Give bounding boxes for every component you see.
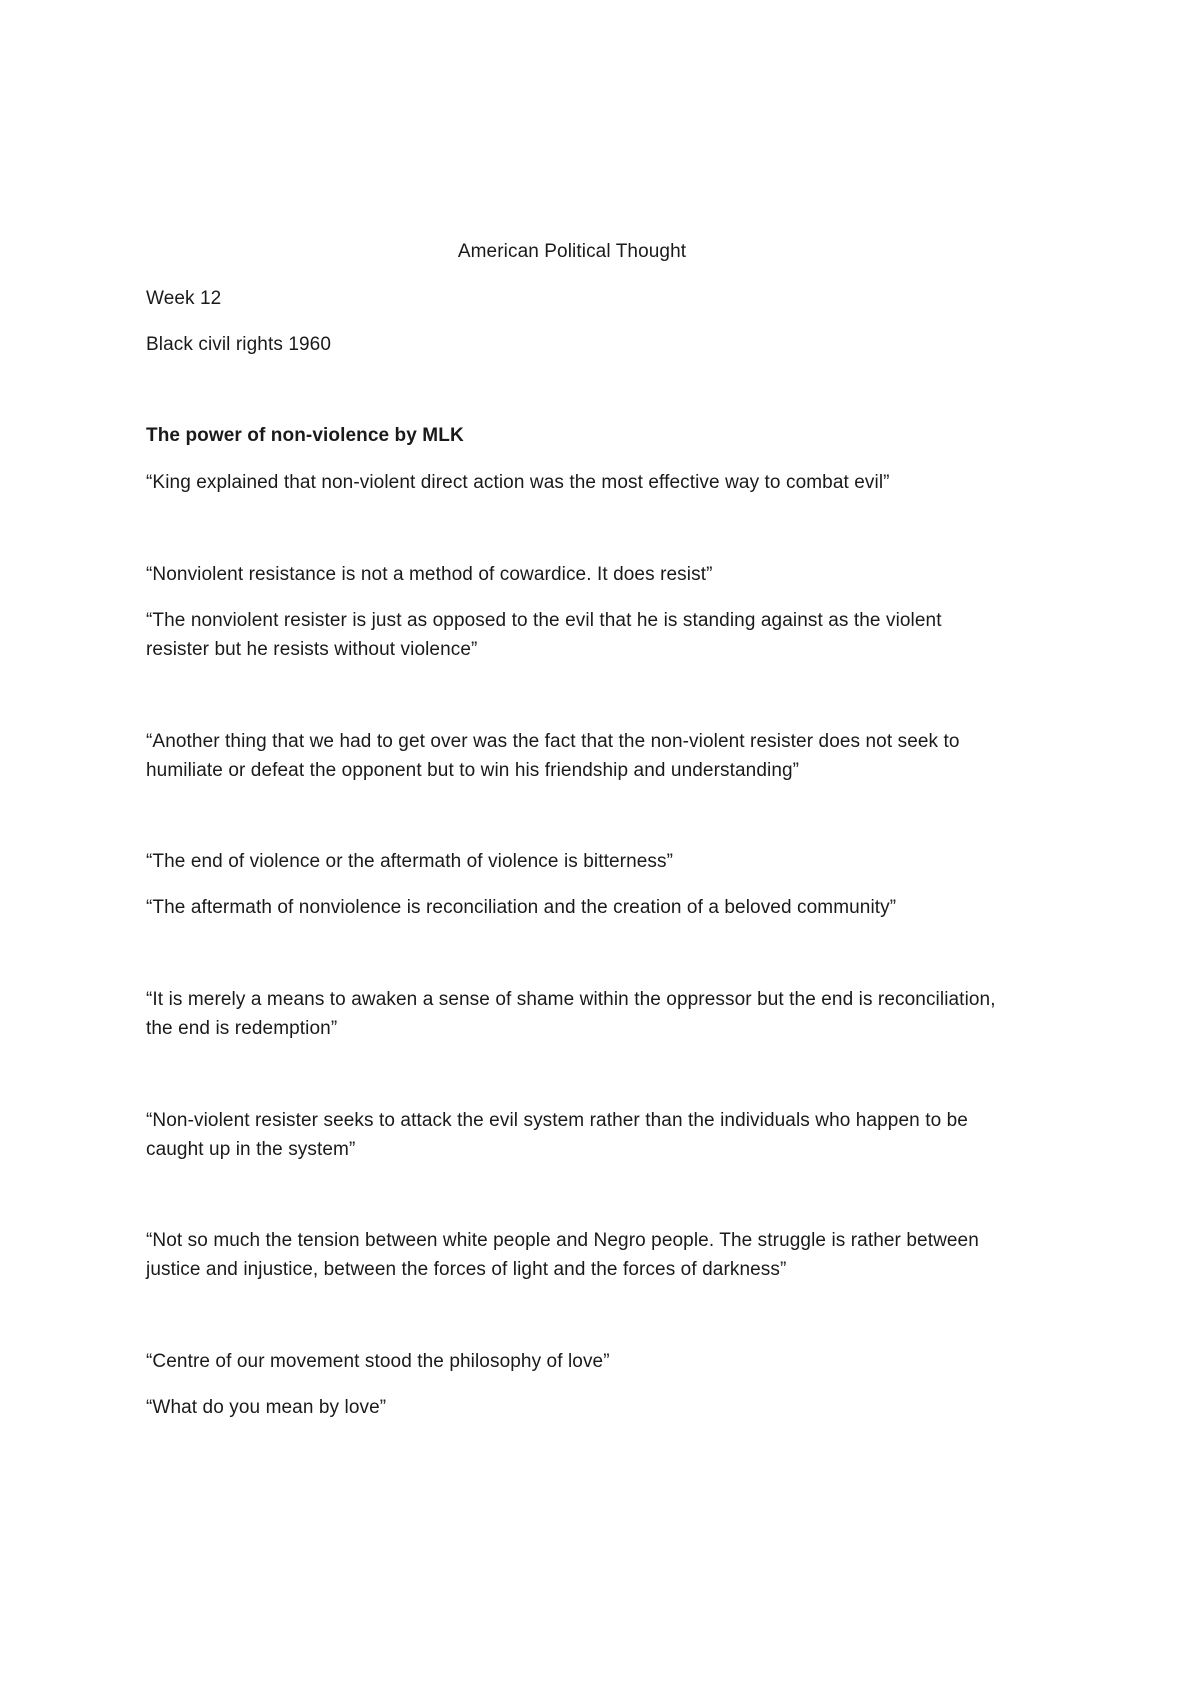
quote-line: “Another thing that we had to get over was the fact that the non-violent resister does not seek to <box>146 731 960 752</box>
quote-line: “The aftermath of nonviolence is reconciliation and the creation of a beloved community” <box>146 897 897 918</box>
quote-line: “Centre of our movement stood the philosophy of love” <box>146 1351 610 1372</box>
quote-line: “Non-violent resister seeks to attack the evil system rather than the individuals who happen to be <box>146 1110 968 1131</box>
quote-line: humiliate or defeat the opponent but to win his friendship and understanding” <box>146 760 800 781</box>
document-title: American Political Thought <box>457 241 687 262</box>
quote-line: “What do you mean by love” <box>146 1397 387 1418</box>
quote-line: “King explained that non-violent direct action was the most effective way to combat evil” <box>146 472 890 493</box>
quote-line: the end is redemption” <box>146 1018 338 1039</box>
quote-line: “It is merely a means to awaken a sense of shame within the oppressor but the end is reconciliation, <box>146 989 996 1010</box>
week-label: Week 12 <box>146 288 222 309</box>
quote-line: justice and injustice, between the forces of light and the forces of darkness” <box>146 1259 787 1280</box>
quote-line: “Nonviolent resistance is not a method of cowardice. It does resist” <box>146 564 713 585</box>
quote-line: resister but he resists without violence” <box>146 639 478 660</box>
quote-line: “The end of violence or the aftermath of violence is bitterness” <box>146 851 674 872</box>
topic-label: Black civil rights 1960 <box>146 334 331 355</box>
quote-line: “Not so much the tension between white people and Negro people. The struggle is rather between <box>146 1230 979 1251</box>
section-heading: The power of non-violence by MLK <box>146 425 464 446</box>
quote-line: “The nonviolent resister is just as opposed to the evil that he is standing against as the violent <box>146 610 942 631</box>
quote-line: caught up in the system” <box>146 1139 356 1160</box>
